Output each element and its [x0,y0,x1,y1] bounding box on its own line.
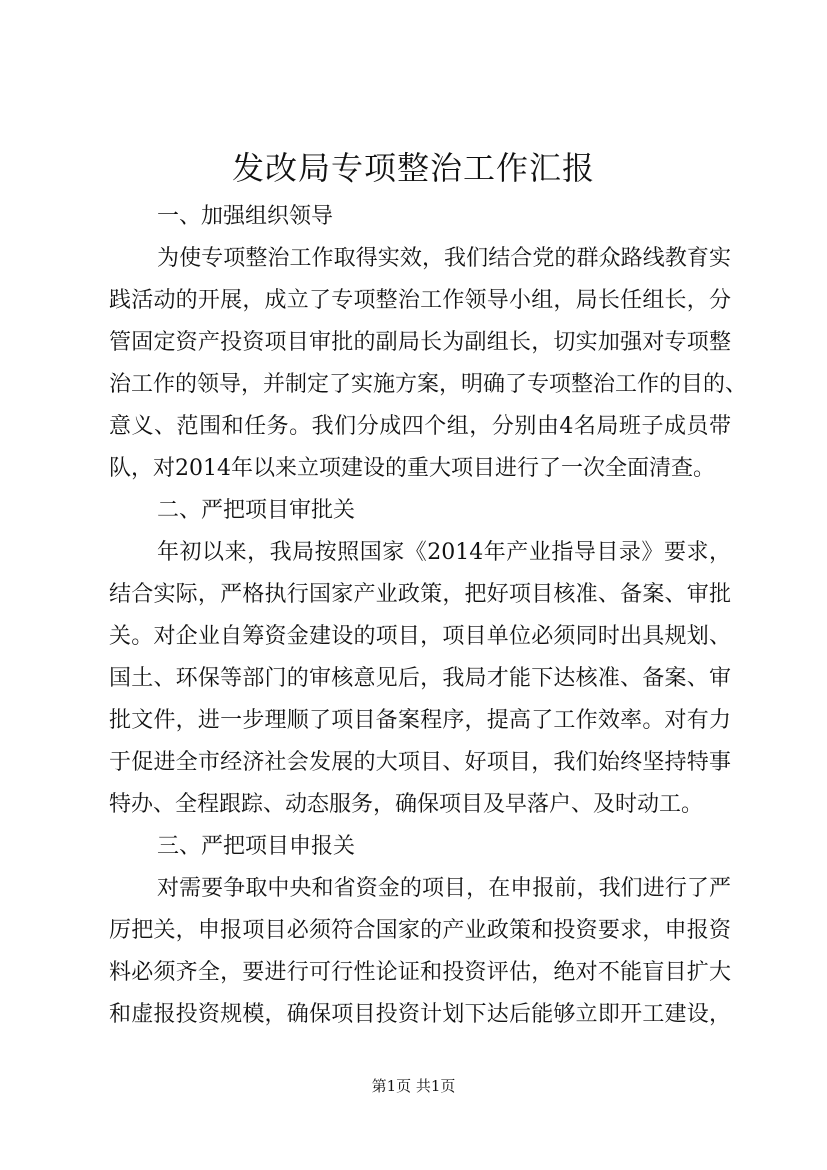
paragraph-line: 为使专项整治工作取得实效，我们结合党的群众路线教育实 [157,246,731,271]
section-heading: 二、严把项目审批关 [157,498,356,523]
page-footer: 第1页 共1页 [371,1077,456,1095]
paragraph-line: 年初以来，我局按照国家《2014年产业指导目录》要求， [157,540,731,565]
section-heading: 三、严把项目申报关 [157,834,356,859]
paragraph-line: 国土、环保等部门的审核意见后，我局才能下达核准、备案、审 [109,666,731,691]
paragraph-line: 关。对企业自筹资金建设的项目，项目单位必须同时出具规划、 [109,624,731,649]
paragraph-line: 结合实际，严格执行国家产业政策，把好项目核准、备案、审批 [109,582,731,607]
paragraph-line: 管固定资产投资项目审批的副局长为副组长，切实加强对专项整 [109,330,731,355]
paragraph-line: 厉把关，申报项目必须符合国家的产业政策和投资要求，申报资 [109,918,731,943]
paragraph-line: 料必须齐全，要进行可行性论证和投资评估，绝对不能盲目扩大 [109,960,731,985]
paragraph-line: 意义、范围和任务。我们分成四个组，分别由4名局班子成员带 [109,414,731,439]
paragraph-line: 和虚报投资规模，确保项目投资计划下达后能够立即开工建设， [109,1002,731,1027]
section-heading: 一、加强组织领导 [157,204,334,229]
document-body [109,196,748,1036]
paragraph-line: 于促进全市经济社会发展的大项目、好项目，我们始终坚持特事 [109,750,731,775]
paragraph-line: 特办、全程跟踪、动态服务，确保项目及早落户、及时动工。 [109,792,704,817]
document-title: 发改局专项整治工作汇报 [231,149,595,187]
paragraph-line: 对需要争取中央和省资金的项目，在申报前，我们进行了严 [157,876,731,901]
paragraph-line: 队，对2014年以来立项建设的重大项目进行了一次全面清查。 [109,456,715,481]
paragraph-line: 治工作的领导，并制定了实施方案，明确了专项整治工作的目的、 [109,372,748,397]
paragraph-line: 践活动的开展，成立了专项整治工作领导小组，局长任组长，分 [109,288,731,313]
paragraph-line: 批文件，进一步理顺了项目备案程序，提高了工作效率。对有力 [109,708,731,733]
